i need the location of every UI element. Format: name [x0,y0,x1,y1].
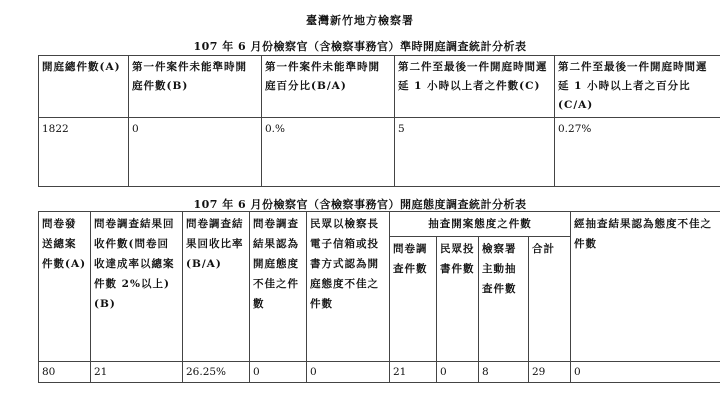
office-title: 臺灣新竹地方檢察署 [306,14,414,27]
report2-title: 107 年 6 月份檢察官（含檢察事務官）開庭態度調查統計分析表 [193,198,527,211]
value-first-late-count: 0 [129,118,262,187]
value-sub-total: 29 [529,362,571,383]
header-first-late-percent: 第一件案件未能準時開庭百分比(B/A) [262,56,395,118]
header-sub-active: 檢察署主動抽查件數 [479,237,529,362]
header-mailbox: 民眾以檢察長電子信箱或投書方式認為開庭態度不佳之件數 [307,212,390,362]
attitude-table [38,211,720,383]
header-sampling-result: 經抽查結果認為態度不佳之件數 [571,212,720,362]
value-sub-active: 8 [479,362,529,383]
value-mailbox: 0 [307,362,390,383]
value-returned: 21 [91,362,183,383]
header-delay-percent: 第二件至最後一件開庭時間遲延 1 小時以上者之百分比(C/A) [555,56,720,118]
header-total-sent: 問卷發送總案件數(A) [39,212,91,362]
value-delay-count: 5 [395,118,555,187]
value-return-rate: 26.25% [183,362,250,383]
header-sampling-group: 抽查開案態度之件數 [390,212,571,237]
value-first-late-percent: 0.% [262,118,395,187]
header-first-late-count: 第一件案件未能準時開庭件數(B) [129,56,262,118]
report1-title: 107 年 6 月份檢察官（含檢察事務官）準時開庭調查統計分析表 [193,40,527,53]
header-delay-count: 第二件至最後一件開庭時間遲延 1 小時以上者之件數(C) [395,56,555,118]
value-delay-percent: 0.27% [555,118,720,187]
value-bad-attitude: 0 [250,362,307,383]
header-sub-complaint: 民眾投書件數 [437,237,479,362]
header-sub-total: 合計 [529,237,571,362]
header-sub-survey: 問卷調查件數 [390,237,437,362]
header-bad-attitude: 問卷調查結果認為開庭態度不佳之件數 [250,212,307,362]
value-sampling-result: 0 [571,362,720,383]
value-sub-survey: 21 [390,362,437,383]
punctuality-table [38,55,720,187]
value-total-sent: 80 [39,362,91,383]
value-sub-complaint: 0 [437,362,479,383]
header-returned: 問卷調查結果回收件數(問卷回收達成率以總案件數 2%以上)(B) [91,212,183,362]
header-return-rate: 問卷調查結果回收比率(B/A) [183,212,250,362]
value-total-sessions: 1822 [39,118,129,187]
header-total-sessions: 開庭總件數(A) [39,56,129,118]
